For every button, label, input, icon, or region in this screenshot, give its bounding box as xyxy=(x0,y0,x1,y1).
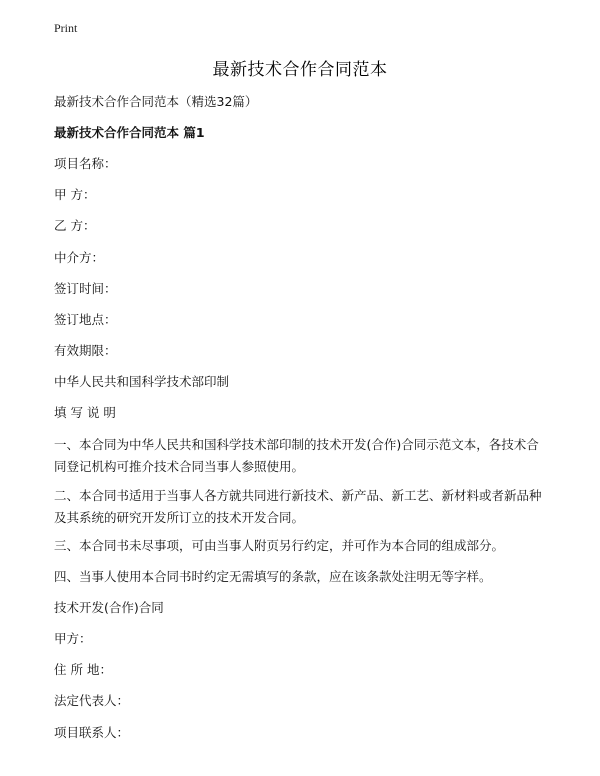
instruction-paragraph-3: 三、本合同书未尽事项，可由当事人附页另行约定，并可作为本合同的组成部分。 xyxy=(54,538,505,553)
field-valid-period: 有效期限： xyxy=(54,343,117,358)
printed-by-line: 中华人民共和国科学技术部印制 xyxy=(54,374,230,389)
print-label: Print xyxy=(54,21,78,35)
field-project-name: 项目名称： xyxy=(54,156,117,171)
field-party-a: 甲 方： xyxy=(54,187,96,202)
instruction-paragraph-1: 一、本合同为中华人民共和国科学技术部印制的技术开发(合作)合同示范文本，各技术合同登记机构可推介技术合同当事人参照使用。 xyxy=(54,437,539,474)
field-address: 住 所 地： xyxy=(54,662,112,677)
instructions-heading: 填 写 说 明 xyxy=(54,405,116,420)
field-sign-time: 签订时间： xyxy=(54,281,117,296)
field-bottom-party-a: 甲方： xyxy=(54,631,92,646)
field-project-contact: 项目联系人： xyxy=(54,725,130,740)
document-title: 最新技术合作合同范本 xyxy=(212,60,388,80)
field-intermediary: 中介方： xyxy=(54,250,105,265)
field-sign-place: 签订地点： xyxy=(54,312,117,327)
field-legal-rep: 法定代表人： xyxy=(54,693,130,708)
section-heading: 最新技术合作合同范本 篇1 xyxy=(54,125,205,140)
document-subtitle: 最新技术合作合同范本（精选32篇） xyxy=(54,94,258,109)
instruction-paragraph-2: 二、本合同书适用于当事人各方就共同进行新技术、新产品、新工艺、新材料或者新品种及其系统的研究开发所订立的技术开发合同。 xyxy=(54,488,542,525)
contract-name: 技术开发(合作)合同 xyxy=(54,600,164,615)
field-party-b: 乙 方： xyxy=(54,218,96,233)
instruction-paragraph-4: 四、当事人使用本合同书时约定无需填写的条款，应在该条款处注明无等字样。 xyxy=(54,569,492,584)
